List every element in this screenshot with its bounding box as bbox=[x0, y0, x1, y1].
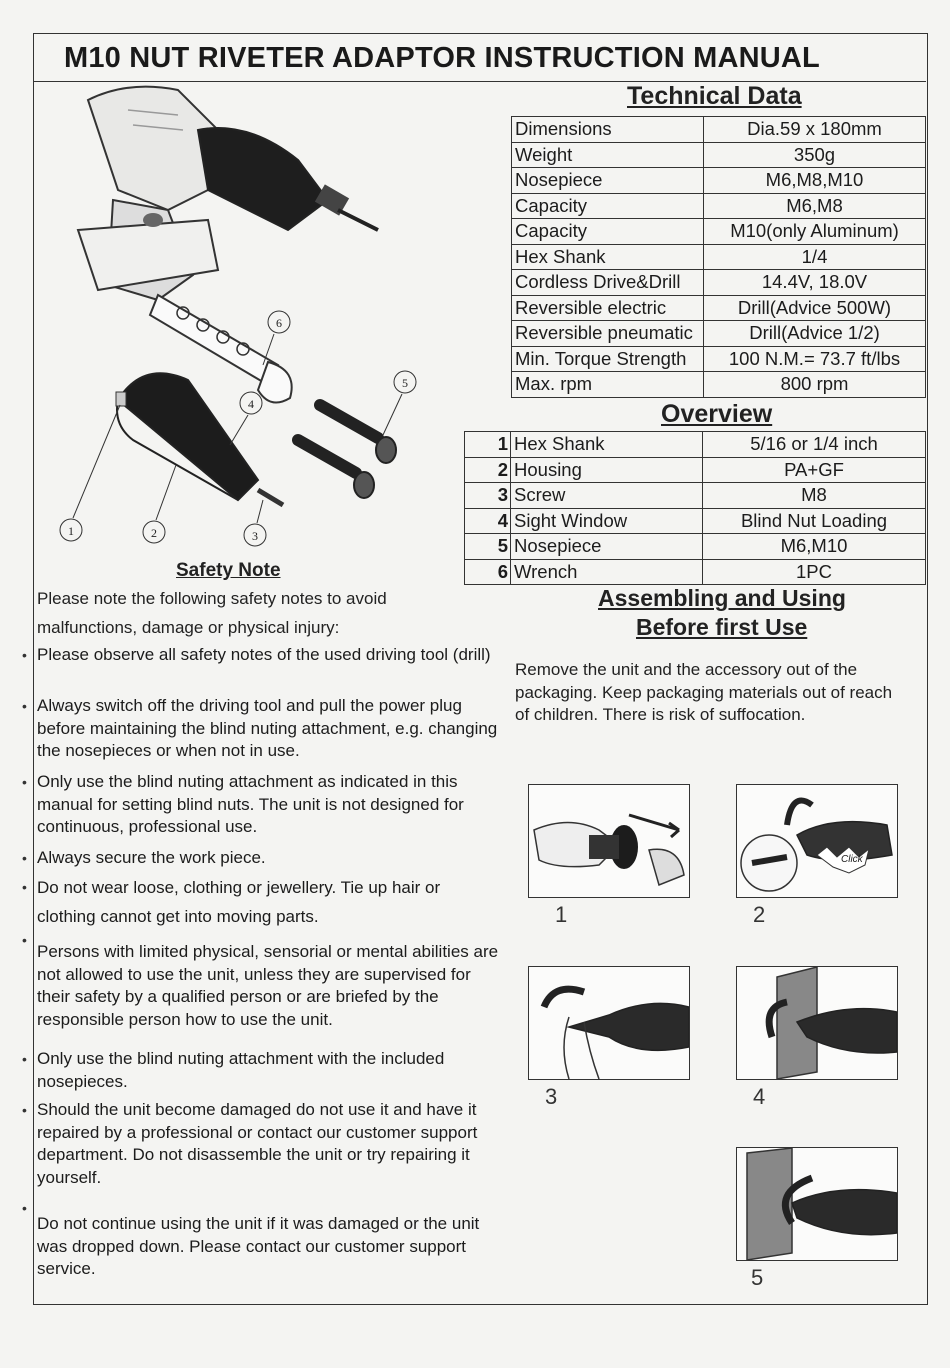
safety-heading: Safety Note bbox=[176, 560, 281, 581]
step-5-image bbox=[736, 1147, 898, 1261]
tech-row bbox=[512, 168, 926, 194]
overview-value: M8 bbox=[703, 483, 926, 509]
callout-4-label: 4 bbox=[248, 397, 254, 411]
tech-row bbox=[512, 142, 926, 168]
overview-value: 1PC bbox=[703, 559, 926, 585]
callout-2 bbox=[143, 465, 176, 543]
step-1-image bbox=[528, 784, 690, 898]
click-label: Click bbox=[841, 854, 863, 865]
bullet-icon: • bbox=[22, 647, 27, 663]
tech-row bbox=[512, 321, 926, 347]
overview-part: Sight Window bbox=[511, 508, 703, 534]
safety-item-1: • Please observe all safety notes of the used driving tool (drill) bbox=[37, 644, 492, 667]
tech-value: 1/4 bbox=[704, 244, 926, 270]
callout-5 bbox=[383, 371, 416, 435]
tech-label: Dimensions bbox=[512, 117, 704, 143]
bullet-icon: • bbox=[22, 1102, 27, 1118]
tech-label: Reversible pneumatic bbox=[512, 321, 704, 347]
product-illustration bbox=[58, 80, 498, 550]
overview-row bbox=[465, 432, 926, 458]
safety-item-5: • Do not wear loose, clothing or jewellery. Tie up hair or clothing cannot get into moving parts. bbox=[37, 873, 467, 931]
tech-row bbox=[512, 346, 926, 372]
tech-row bbox=[512, 295, 926, 321]
step-4-label: 4 bbox=[753, 1084, 766, 1109]
callout-4 bbox=[230, 392, 262, 445]
tech-row bbox=[512, 193, 926, 219]
overview-value: Blind Nut Loading bbox=[703, 508, 926, 534]
callout-2-label: 2 bbox=[151, 526, 157, 540]
overview-value: M6,M10 bbox=[703, 534, 926, 560]
tech-label: Reversible electric bbox=[512, 295, 704, 321]
safety-item-6: • Persons with limited physical, sensorial or mental abilities are not allowed to use the unit, unless they are supervised for their safety by a qualified person or are briefed by the responsible person how to use the unit. bbox=[37, 941, 502, 1031]
safety-item-3: • Only use the blind nuting attachment as indicated in this manual for setting blind nuts. The unit is not designed for continuous, professional use. bbox=[22, 772, 464, 836]
tech-value: Dia.59 x 180mm bbox=[704, 117, 926, 143]
callout-3 bbox=[244, 500, 266, 546]
step-3-label: 3 bbox=[545, 1084, 558, 1109]
tech-value: M6,M8,M10 bbox=[704, 168, 926, 194]
overview-row bbox=[465, 559, 926, 585]
overview-row bbox=[465, 534, 926, 560]
callout-6 bbox=[263, 311, 290, 365]
safety-intro: Please note the following safety notes to avoid malfunctions, damage or physical injury: bbox=[37, 589, 387, 637]
step-5-label: 5 bbox=[751, 1265, 764, 1290]
tech-label: Max. rpm bbox=[512, 372, 704, 398]
tech-value: 14.4V, 18.0V bbox=[704, 270, 926, 296]
step-2-image bbox=[736, 784, 898, 898]
callout-3-label: 3 bbox=[252, 529, 258, 543]
tech-label: Capacity bbox=[512, 219, 704, 245]
safety-item-2: • Always switch off the driving tool and pull the power plug before maintaining the blind nuting attachment, e.g. changing the nosepieces or when not in use. bbox=[22, 696, 498, 760]
tech-label: Capacity bbox=[512, 193, 704, 219]
overview-part: Screw bbox=[511, 483, 703, 509]
overview-value: PA+GF bbox=[703, 457, 926, 483]
overview-number: 2 bbox=[465, 457, 511, 483]
overview-row bbox=[465, 483, 926, 509]
overview-row bbox=[465, 457, 926, 483]
assembling-heading: Assembling and Using bbox=[598, 585, 846, 611]
bullet-icon: • bbox=[22, 1051, 27, 1067]
callout-5-label: 5 bbox=[402, 376, 408, 390]
safety-item-7: • Only use the blind nuting attachment with the included nosepieces. bbox=[22, 1049, 445, 1091]
safety-item-9: • Do not continue using the unit if it was damaged or the unit was dropped down. Please contact our customer support service. bbox=[37, 1213, 482, 1281]
technical-data-heading: Technical Data bbox=[627, 82, 802, 110]
tech-value: 800 rpm bbox=[704, 372, 926, 398]
tech-label: Weight bbox=[512, 142, 704, 168]
tech-row bbox=[512, 244, 926, 270]
tech-label: Hex Shank bbox=[512, 244, 704, 270]
page-title: M10 NUT RIVETER ADAPTOR INSTRUCTION MANUAL bbox=[64, 42, 820, 74]
technical-data-table bbox=[511, 116, 926, 398]
bullet-icon: • bbox=[22, 932, 27, 948]
adaptor-illustration bbox=[116, 373, 283, 505]
safety-item-8: • Should the unit become damaged do not use it and have it repaired by a professional or contact our customer support department. Do not disassemble the unit or try repairing it yourself. bbox=[22, 1100, 478, 1187]
overview-heading: Overview bbox=[661, 400, 773, 428]
drill-illustration bbox=[78, 87, 378, 300]
tech-value: 350g bbox=[704, 142, 926, 168]
callout-1-label: 1 bbox=[68, 524, 74, 538]
tech-row bbox=[512, 372, 926, 398]
overview-number: 3 bbox=[465, 483, 511, 509]
nosepieces-illustration bbox=[298, 405, 396, 498]
callout-6-label: 6 bbox=[276, 316, 282, 330]
overview-value: 5/16 or 1/4 inch bbox=[703, 432, 926, 458]
tech-label: Nosepiece bbox=[512, 168, 704, 194]
overview-part: Wrench bbox=[511, 559, 703, 585]
bullet-icon: • bbox=[22, 698, 27, 714]
overview-number: 6 bbox=[465, 559, 511, 585]
assembling-text: Remove the unit and the accessory out of the packaging. Keep packaging materials out of reach of children. There is risk of suffocation. bbox=[515, 660, 893, 724]
step-4-image bbox=[736, 966, 898, 1080]
overview-part: Housing bbox=[511, 457, 703, 483]
callout-1 bbox=[60, 405, 120, 541]
tech-label: Min. Torque Strength bbox=[512, 346, 704, 372]
bullet-icon: • bbox=[22, 1200, 27, 1216]
tech-value: M6,M8 bbox=[704, 193, 926, 219]
overview-number: 1 bbox=[465, 432, 511, 458]
tech-value: Drill(Advice 1/2) bbox=[704, 321, 926, 347]
step-3-image bbox=[528, 966, 690, 1080]
overview-part: Hex Shank bbox=[511, 432, 703, 458]
overview-table bbox=[464, 431, 926, 585]
overview-number: 4 bbox=[465, 508, 511, 534]
tech-row bbox=[512, 117, 926, 143]
step-2-label: 2 bbox=[753, 902, 766, 927]
tech-label: Cordless Drive&Drill bbox=[512, 270, 704, 296]
tech-value: 100 N.M.= 73.7 ft/lbs bbox=[704, 346, 926, 372]
bullet-icon: • bbox=[22, 774, 27, 790]
before-first-use-heading: Before first Use bbox=[636, 614, 808, 640]
safety-item-4: • Always secure the work piece. bbox=[37, 847, 512, 870]
overview-row bbox=[465, 508, 926, 534]
tech-value: Drill(Advice 500W) bbox=[704, 295, 926, 321]
bullet-icon: • bbox=[22, 879, 27, 895]
overview-number: 5 bbox=[465, 534, 511, 560]
step-1-label: 1 bbox=[555, 902, 568, 927]
bullet-icon: • bbox=[22, 850, 27, 866]
overview-part: Nosepiece bbox=[511, 534, 703, 560]
tech-row bbox=[512, 219, 926, 245]
tech-row bbox=[512, 270, 926, 296]
tech-value: M10(only Aluminum) bbox=[704, 219, 926, 245]
